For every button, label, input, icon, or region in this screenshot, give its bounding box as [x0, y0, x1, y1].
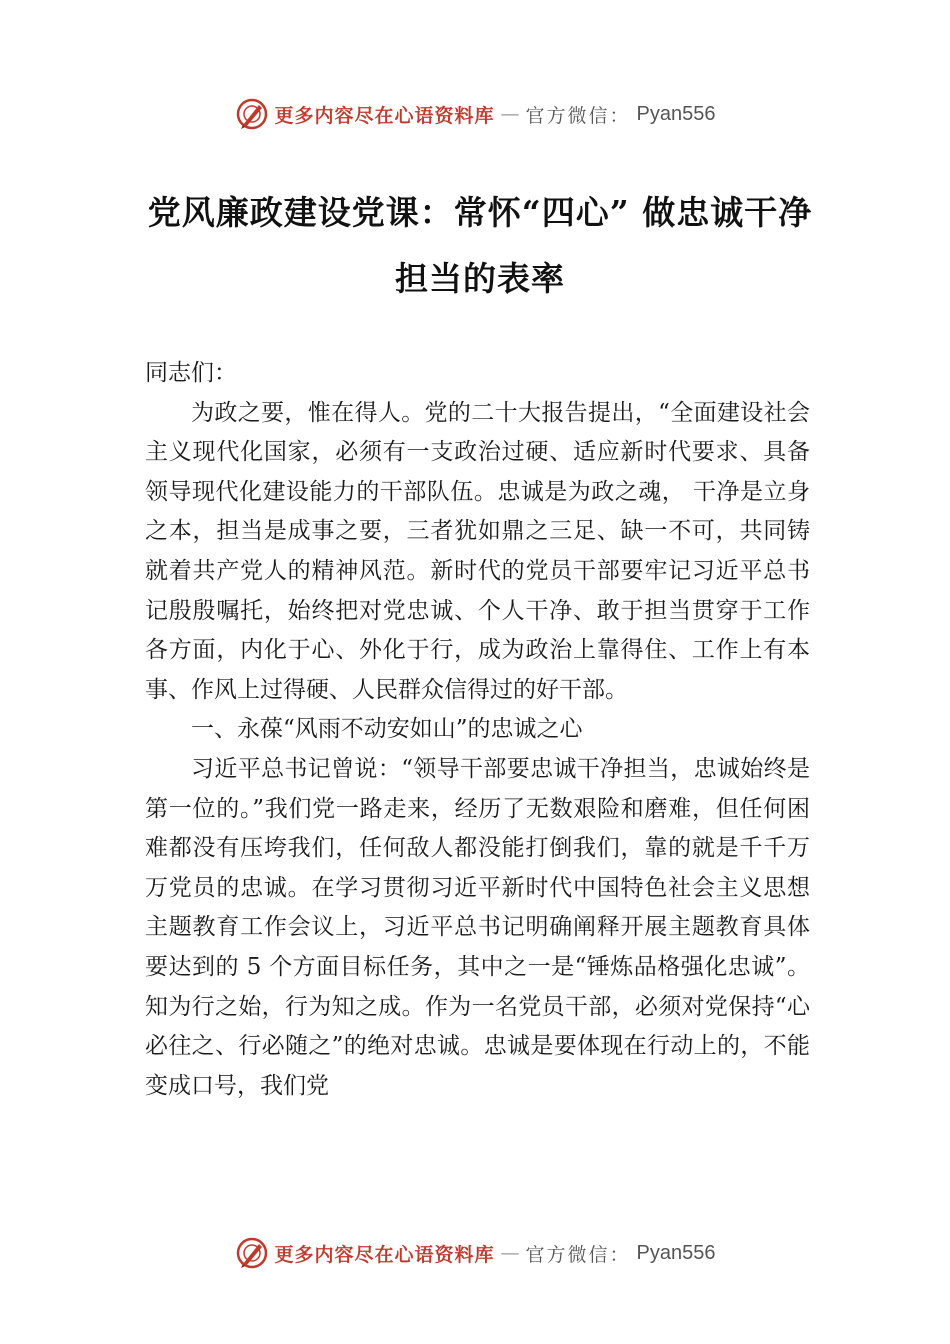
banner-wechat-id: Pyan556 [636, 102, 716, 125]
banner-wechat-label: 官方微信： [525, 1243, 631, 1266]
banner-dash: — [500, 103, 520, 125]
header-watermark-banner [0, 94, 950, 134]
footer-watermark-banner [0, 1233, 950, 1273]
body-paragraph: 习近平总书记曾说：“领导干部要忠诚干净担当，忠诚始终是第一位的。”我们党一路走来，经历了无数艰险和磨难，但任何困难都没有压垮我们，任何敌人都没能打倒我们，靠的就是千千万万党员的忠诚。在学习贯彻习近平新时代中国特色社会主义思想主题教育工作会议上，习近平总书记明确阐释开展主题教育具体要达到的 5 个方面目标任务，其中之一是“锤炼品格强化忠诚”。知为行之始，行为知之成。作为一名党员干部，必须对党保持“心必往之、行必随之”的绝对忠诚。忠诚是要体现在行动上的，不能变成口号，我们党 [145, 755, 810, 1099]
banner-brand-text: 更多内容尽在心语资料库 [274, 1243, 495, 1266]
document-body [145, 354, 810, 1106]
banner-wechat-label: 官方微信： [525, 104, 631, 127]
body-paragraph: 为政之要，惟在得人。党的二十大报告提出，“全面建设社会主义现代化国家，必须有一支政治过硬、适应新时代要求、具备领导现代化建设能力的干部队伍。忠诚是为政之魂， 干净是立身之本，担当是成事之要，三者犹如鼎之三足、缺一不可，共同铸就着共产党人的精神风范。新时代的党员干部要牢记习近平总书记殷殷嘱托，始终把对党忠诚、个人干净、敢于担当贯穿于工作各方面，内化于心、外化于行，成为政治上靠得住、工作上有本事、作风上过得硬、人民群众信得过的好干部。 [145, 399, 810, 703]
banner-brand-text: 更多内容尽在心语资料库 [274, 104, 495, 127]
section-heading: 一、永葆“风雨不动安如山”的忠诚之心 [191, 716, 583, 743]
banner-dash: — [500, 1242, 520, 1264]
salutation: 同志们： [145, 360, 237, 386]
pen-logo-icon [235, 1236, 269, 1270]
pen-logo-icon [235, 97, 269, 131]
document-title: 党风廉政建设党课：常怀“四心” 做忠诚干净担当的表率 [147, 193, 813, 298]
banner-wechat-id: Pyan556 [636, 1241, 716, 1264]
